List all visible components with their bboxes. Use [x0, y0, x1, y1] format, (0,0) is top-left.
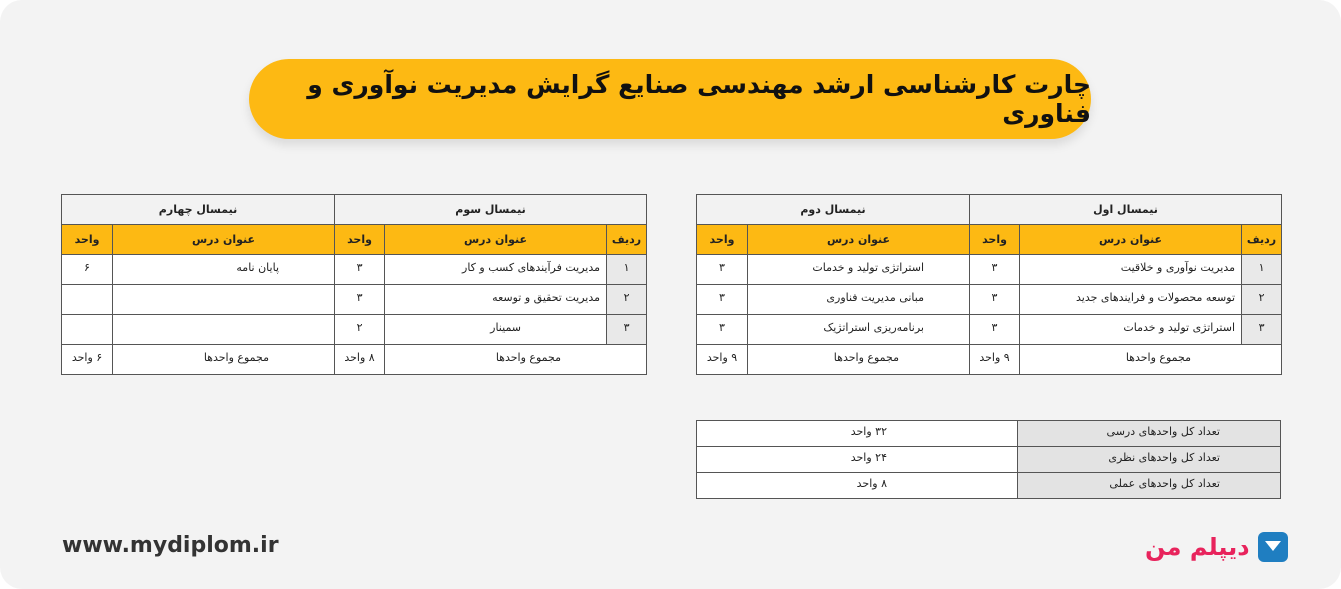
course-name: مدیریت نوآوری و خلاقیت	[1020, 255, 1242, 285]
summary-value: ۳۲ واحد	[697, 421, 1018, 447]
row-header: ردیف	[607, 225, 647, 255]
total-label: مجموع واحدها	[113, 345, 335, 375]
logo-icon	[1258, 532, 1288, 562]
table-row	[697, 315, 1282, 345]
unit-header: واحد	[62, 225, 113, 255]
course-name: مدیریت تحقیق و توسعه	[385, 285, 607, 315]
course-name: استراتژی تولید و خدمات	[1020, 315, 1242, 345]
course-units: ۳	[335, 285, 385, 315]
total-row	[62, 345, 647, 375]
unit-header: واحد	[697, 225, 748, 255]
total-units: ۹ واحد	[970, 345, 1020, 375]
course-name: توسعه محصولات و فرایندهای جدید	[1020, 285, 1242, 315]
course-units	[62, 285, 113, 315]
semester-1-2-table	[696, 194, 1282, 375]
course-units: ۳	[697, 315, 748, 345]
summary-label: تعداد کل واحدهای نظری	[1018, 447, 1281, 473]
course-name: مدیریت فرآیندهای کسب و کار	[385, 255, 607, 285]
total-units: ۹ واحد	[697, 345, 748, 375]
course-units: ۲	[335, 315, 385, 345]
table-row	[62, 315, 647, 345]
table-row	[62, 285, 647, 315]
table-row	[697, 285, 1282, 315]
semester-2-header: نیمسال دوم	[697, 195, 970, 225]
row-index: ۲	[607, 285, 647, 315]
table-row	[697, 255, 1282, 285]
title-banner	[249, 59, 1091, 139]
table-row	[62, 255, 647, 285]
course-name: سمینار	[385, 315, 607, 345]
summary-label: تعداد کل واحدهای درسی	[1018, 421, 1281, 447]
row-header: ردیف	[1242, 225, 1282, 255]
total-units: ۸ واحد	[335, 345, 385, 375]
course-units: ۳	[697, 255, 748, 285]
course-units: ۳	[697, 285, 748, 315]
row-index: ۱	[607, 255, 647, 285]
semester-3-4-table	[61, 194, 647, 375]
semester-4-header: نیمسال چهارم	[62, 195, 335, 225]
summary-value: ۲۴ واحد	[697, 447, 1018, 473]
summary-row	[697, 421, 1281, 447]
unit-header: واحد	[970, 225, 1020, 255]
course-units: ۶	[62, 255, 113, 285]
brand-logo	[1145, 530, 1288, 564]
total-label: مجموع واحدها	[748, 345, 970, 375]
summary-row	[697, 473, 1281, 499]
page-title: چارت کارشناسی ارشد مهندسی صنایع گرایش مدیریت نوآوری و فناوری	[307, 70, 1091, 128]
website-url[interactable]: www.mydiplom.ir	[62, 533, 279, 558]
summary-row	[697, 447, 1281, 473]
total-label: مجموع واحدها	[1020, 345, 1282, 375]
course-units	[62, 315, 113, 345]
total-label: مجموع واحدها	[385, 345, 647, 375]
course-header: عنوان درس	[1020, 225, 1242, 255]
course-name	[113, 315, 335, 345]
total-units: ۶ واحد	[62, 345, 113, 375]
course-units: ۳	[335, 255, 385, 285]
course-header: عنوان درس	[748, 225, 970, 255]
course-units: ۳	[970, 255, 1020, 285]
units-summary-table	[696, 420, 1281, 499]
course-header: عنوان درس	[385, 225, 607, 255]
course-units: ۳	[970, 285, 1020, 315]
semester-1-header: نیمسال اول	[970, 195, 1282, 225]
course-name: برنامه‌ریزی استراتژیک	[748, 315, 970, 345]
unit-header: واحد	[335, 225, 385, 255]
semester-3-header: نیمسال سوم	[335, 195, 647, 225]
row-index: ۱	[1242, 255, 1282, 285]
course-name: مبانی مدیریت فناوری	[748, 285, 970, 315]
course-name	[113, 285, 335, 315]
row-index: ۳	[1242, 315, 1282, 345]
course-name: پایان نامه	[113, 255, 335, 285]
logo-text: دیپلم من	[1145, 533, 1250, 561]
course-header: عنوان درس	[113, 225, 335, 255]
course-units: ۳	[970, 315, 1020, 345]
course-name: استراتژی تولید و خدمات	[748, 255, 970, 285]
row-index: ۲	[1242, 285, 1282, 315]
row-index: ۳	[607, 315, 647, 345]
total-row	[697, 345, 1282, 375]
summary-label: تعداد کل واحدهای عملی	[1018, 473, 1281, 499]
summary-value: ۸ واحد	[697, 473, 1018, 499]
